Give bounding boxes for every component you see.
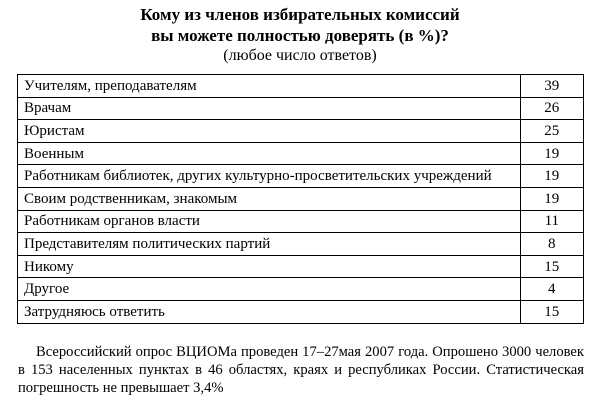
page-title-line-1: Кому из членов избирательных комиссий	[140, 5, 460, 24]
page-subtitle: (любое число ответов)	[223, 47, 377, 64]
row-value: 11	[520, 210, 583, 233]
row-label: Никому	[18, 255, 521, 278]
row-label: Своим родственникам, знакомым	[18, 187, 521, 210]
table-row	[18, 187, 584, 210]
table-row	[18, 278, 584, 301]
row-value: 15	[520, 300, 583, 323]
table-row	[18, 97, 584, 120]
row-label: Представителям политических партий	[18, 233, 521, 256]
row-label: Учителям, преподавателям	[18, 75, 521, 98]
table-row	[18, 210, 584, 233]
table-row	[18, 255, 584, 278]
row-label: Врачам	[18, 97, 521, 120]
row-value: 8	[520, 233, 583, 256]
table-row	[18, 300, 584, 323]
table-row	[18, 120, 584, 143]
row-value: 19	[520, 142, 583, 165]
row-value: 19	[520, 187, 583, 210]
row-label: Работникам органов власти	[18, 210, 521, 233]
survey-footnote: Всероссийский опрос ВЦИОМа проведен 17–27мая 2007 года. Опрошено 3000 человек в 153 населенных пунктах в 46 областях, краях и республиках России. Статистическая погрешность не превышает 3,4%	[18, 344, 584, 396]
title-block	[0, 4, 600, 66]
table-row	[18, 75, 584, 98]
row-value: 39	[520, 75, 583, 98]
row-value: 26	[520, 97, 583, 120]
table-row	[18, 233, 584, 256]
table-row	[18, 165, 584, 188]
survey-table	[17, 74, 584, 324]
row-label: Затрудняюсь ответить	[18, 300, 521, 323]
row-label: Военным	[18, 142, 521, 165]
row-label: Другое	[18, 278, 521, 301]
page-title-line-2: вы можете полностью доверять (в %)?	[151, 26, 449, 45]
row-value: 15	[520, 255, 583, 278]
row-value: 19	[520, 165, 583, 188]
table-row	[18, 142, 584, 165]
row-value: 4	[520, 278, 583, 301]
row-label: Работникам библиотек, других культурно-просветительских учреждений	[18, 165, 521, 188]
row-value: 25	[520, 120, 583, 143]
row-label: Юристам	[18, 120, 521, 143]
